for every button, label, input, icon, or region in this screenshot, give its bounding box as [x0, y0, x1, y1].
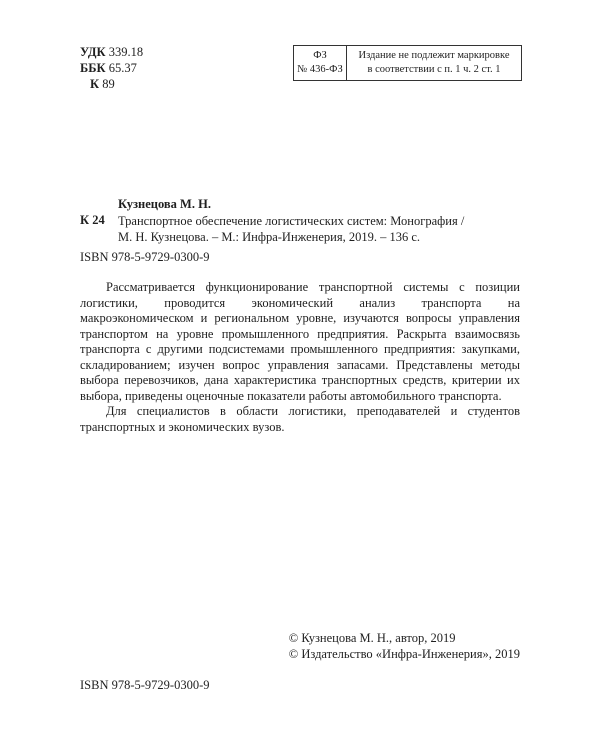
bibliographic-description: [118, 213, 464, 245]
record-isbn: ISBN 978-5-9729-0300-9: [80, 250, 210, 264]
annotation: [80, 280, 520, 435]
copyright-publisher: © Издательство «Инфра-Инженерия», 2019: [288, 647, 520, 661]
bbk-label: ББК: [80, 61, 106, 75]
fz-cell: [294, 46, 347, 80]
udk-value: 339.18: [108, 45, 144, 59]
k-row: [80, 76, 143, 92]
copyright-block: [289, 630, 520, 662]
k-value: 89: [102, 77, 115, 91]
fz-line-1: ФЗ: [313, 50, 327, 61]
bbk-row: [80, 60, 143, 76]
k-label: К: [90, 77, 100, 91]
annotation-paragraph-2: Для специалистов в области логистики, преподавателей и студентов транспортных и экономических вузов.: [80, 404, 520, 434]
marking-note-line-2: в соответствии с п. 1 ч. 2 ст. 1: [367, 64, 501, 75]
marking-note-cell: [347, 46, 521, 80]
author-sign-code: К 24: [80, 213, 105, 227]
bbk-value: 65.37: [108, 61, 137, 75]
fz-line-2: № 436-ФЗ: [297, 64, 343, 75]
description-line-2: М. Н. Кузнецова. – М.: Инфра-Инженерия, 2019. – 136 с.: [118, 230, 421, 244]
annotation-paragraph-1: Рассматривается функционирование транспортной системы с позиции логистики, проводится экономический анализ транспорта на макроэкономическом и региональном уровне, изучаются вопросы управления транспортом на уровне промышленного предприятия. Раскрыта взаимосвязь транспорта с другими подсистемами промышленного предприятия: закупками, складированием; изучен вопрос управления запасами. Представлены методы выбора перевозчиков, дана характеристика транспортных средств, критерии их выбора, приведены оценочные показатели работы автомобильного транспорта.: [80, 280, 520, 403]
udk-label: УДК: [80, 45, 106, 59]
copyright-author: © Кузнецова М. Н., автор, 2019: [288, 631, 456, 645]
udk-row: [80, 44, 143, 60]
footer-isbn: ISBN 978-5-9729-0300-9: [80, 678, 210, 692]
marking-note-line-1: Издание не подлежит маркировке: [358, 50, 510, 61]
classification-codes: [80, 44, 143, 92]
age-marking-box: [293, 45, 522, 81]
description-line-1: Транспортное обеспечение логистических систем: Монография /: [118, 214, 465, 228]
author-name: Кузнецова М. Н.: [118, 197, 211, 211]
